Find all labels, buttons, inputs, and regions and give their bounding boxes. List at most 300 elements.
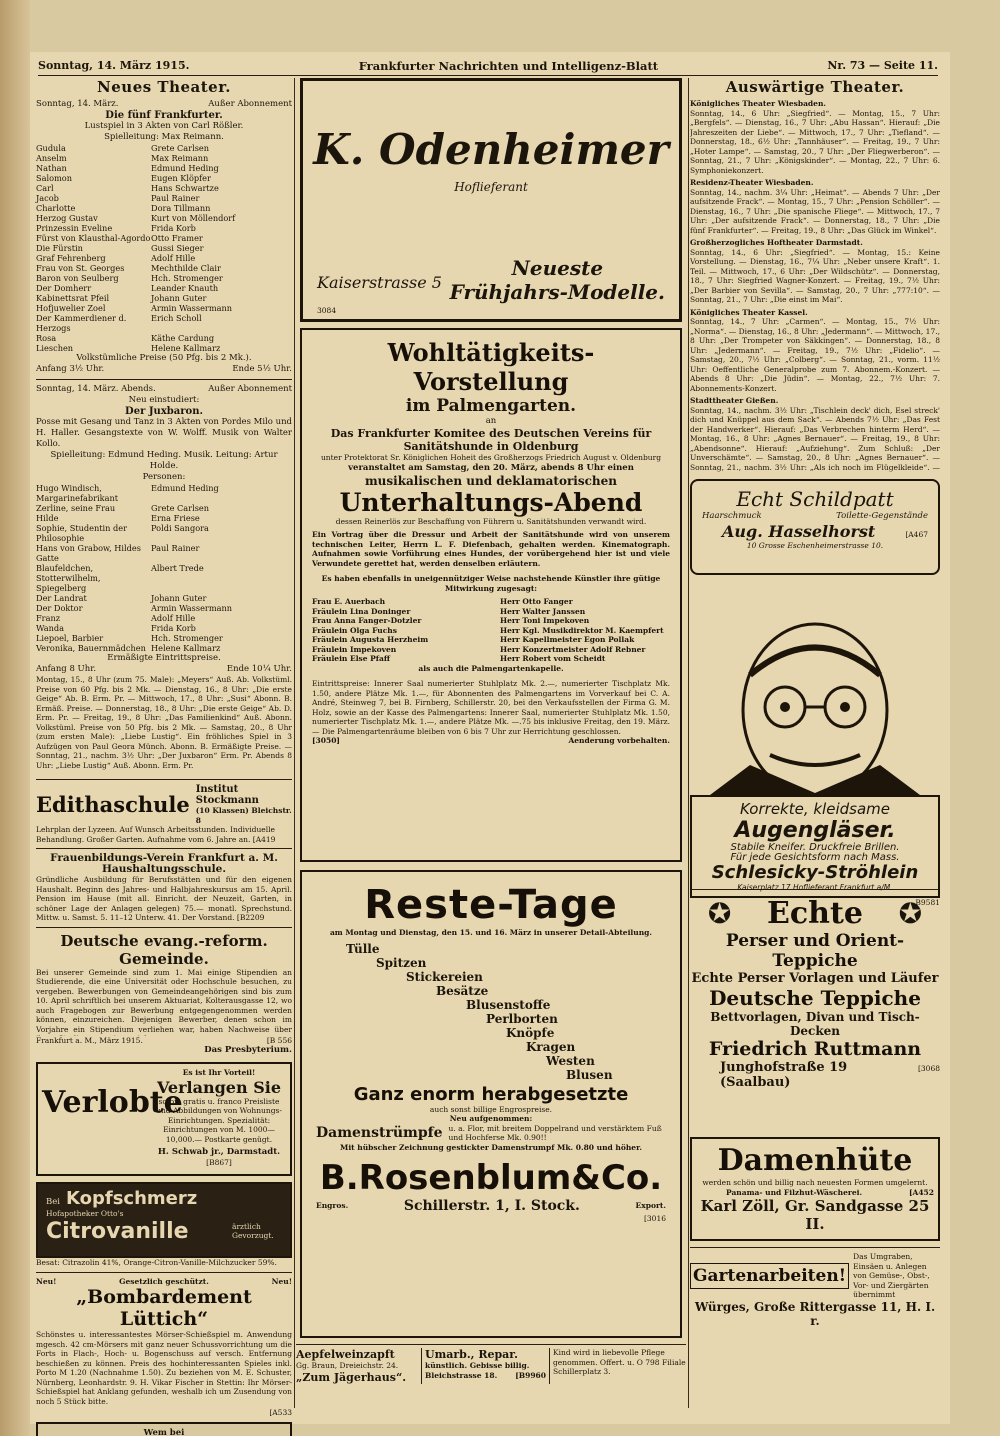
wt-title: Wohltätigkeits-Vorstellung — [387, 338, 595, 396]
ad-code: [A533 — [269, 1408, 292, 1417]
cast-row — [36, 343, 292, 353]
show2-play: Der Juxbaron. — [125, 406, 203, 417]
cast-role: Kabinettsrat Pfeil — [36, 293, 110, 303]
artist-name: Herr Toni Impekoven — [500, 616, 590, 625]
damen-t2: Panama- und Filzhut-Wäscherei. — [726, 1187, 863, 1197]
wt-purpose: dessen Reinerlös zur Beschaffung von Führern u. Sanitätshunden verwandt wird. — [335, 516, 647, 526]
chr-pre: Wem bei — [143, 1427, 185, 1436]
cast-role: Rosa — [36, 333, 57, 343]
cast-row — [36, 193, 292, 203]
cast-role: Nathan — [36, 163, 67, 173]
cast-actor: Hans Schwartze — [151, 183, 219, 193]
show2-times — [36, 664, 292, 675]
show1-prices: Volkstümliche Preise (50 Pfg. bis 2 Mk.). — [76, 353, 252, 363]
cast-role: Wanda — [36, 623, 64, 633]
auswaertig-sections — [690, 99, 940, 473]
divider — [36, 927, 292, 928]
cast-actor: Helene Kallmarz — [151, 343, 221, 353]
bottom-small-ads — [296, 1344, 686, 1384]
middle-column — [296, 78, 686, 1418]
cast-actor: Eugen Klöpfer — [151, 173, 211, 183]
page-edge — [0, 0, 30, 1436]
edithaschule-text — [36, 825, 292, 844]
augen-l4: Für jede Gesichtsform nach Mass. — [730, 851, 900, 863]
header-paper: Frankfurter Nachrichten und Intelligenz-Blatt — [358, 58, 659, 73]
cast-actor: Max Reimann — [151, 153, 209, 163]
bomb-text: Schönstes u. interessantestes Mörser-Schießspiel m. Anwendung mgesch. 42 cm-Mörsers mit ganz neuer Schussvorrichtung um die Forts in Flach-, Hoch- u. Bogenschuss auf versch. Entfernung beschießen zu können. Preis des hochinteressanten Spieles inkl. Porto M 1.20 (Nachnahme 1.50). Zu beziehen von M. E. Schuster, Nürnberg, Leonhardstr. 9. H. Vikar Fischer in Stettin: Ihr Mörser-Schießspiel hat Anklang gefunden, weshalb ich um Zusendung von noch 5 Stück bitte. — [36, 1330, 292, 1406]
wt-date: veranstaltet am Samstag, den 20. März, abends 8 Uhr einen — [348, 462, 634, 473]
cast-actor: Armin Wassermann — [151, 303, 233, 313]
theater-name: Residenz-Theater Wiesbaden. — [690, 178, 814, 187]
cast-role: Baron von Seulberg — [36, 273, 119, 283]
cast-actor: Gussi Sieger — [151, 243, 204, 253]
ad-code: [B867] — [206, 1157, 232, 1167]
star-icon: ✪ — [898, 897, 923, 930]
reste-damen-text2: Mit hübscher Zeichnung gestickter Damenstrumpf Mk. 0.80 und höher. — [340, 1142, 642, 1152]
ad-code: [3050] — [312, 736, 340, 745]
b3-row — [425, 1371, 546, 1381]
right-column — [690, 78, 940, 1418]
gemeinde-sign: Frankfurt a. M., März 1915. — [36, 1035, 143, 1045]
theater-name: Großherzogliches Hoftheater Darmstadt. — [690, 238, 863, 247]
cast-row — [36, 603, 292, 613]
wt-event: Unterhaltungs-Abend — [339, 487, 643, 517]
cast-role: Hans von Grabow, Hildes Gatte — [36, 543, 141, 563]
divider — [36, 1272, 292, 1273]
artist-name: Fräulein Else Pfaff — [312, 654, 391, 663]
kopf-brandrow — [46, 1219, 282, 1244]
garten-row — [690, 1252, 940, 1300]
cast-row — [36, 513, 292, 523]
column-divider-right — [688, 78, 689, 1408]
cast-row — [36, 273, 292, 283]
show1-direction: Spielleitung: Max Reimann. — [104, 132, 224, 142]
show2-cast — [36, 483, 292, 653]
show2-label: Neu einstudiert: — [128, 395, 200, 405]
show2-note: Außer Abonnement — [208, 384, 292, 394]
cast-actor: Leander Knauth — [151, 283, 219, 293]
garten-firm: Würges, Große Rittergasse 11, H. I. r. — [694, 1299, 936, 1328]
show1-cast — [36, 143, 292, 353]
cast-row — [36, 223, 292, 233]
gemeinde-footer — [36, 1036, 292, 1046]
odenheimer-tag1: Neueste — [511, 256, 604, 280]
garten-title: Gartenarbeiten! — [690, 1263, 849, 1289]
bomb-title: „Bombardement Lüttich“ — [76, 1286, 252, 1330]
show2-start: Anfang 8 Uhr. — [36, 664, 97, 674]
column-divider-left — [294, 78, 295, 1408]
teppiche-l1: Perser und Orient-Teppiche — [725, 931, 905, 971]
teppiche-l4: Bettvorlagen, Divan und Tisch-Decken — [710, 1010, 920, 1038]
odenheimer-addr: Kaiserstrasse 5 — [317, 273, 442, 292]
ad-code: [3068 — [917, 1064, 940, 1073]
bomb-gesch: Gesetzlich geschützt. — [119, 1276, 209, 1286]
augen-firm: Schlesicky-Ströhlein — [711, 862, 919, 883]
cast-role: Herzog Gustav — [36, 213, 98, 223]
schild-name: Aug. Hasselhorst — [722, 522, 876, 541]
show2-header — [36, 384, 292, 395]
teppiche-l2: Echte Perser Vorlagen und Läufer — [691, 971, 939, 986]
wt-an: an — [485, 416, 497, 426]
reste-item: Blusen — [566, 1067, 613, 1082]
cast-row — [36, 233, 292, 243]
cast-row — [36, 153, 292, 163]
cast-role: Der Landrat — [36, 593, 87, 603]
artist-name: Fräulein Olga Fuchs — [312, 625, 397, 635]
artist-name: Herr Kapellmeister Egon Pollak — [500, 635, 635, 644]
augen-l3: Stabile Kneifer. Druckfreie Brillen. — [730, 842, 900, 853]
artist-name: Herr Robert vom Scheidt — [500, 654, 606, 663]
schild-left: Haarschmuck — [702, 511, 762, 521]
cast-role: Der Domherr — [36, 283, 92, 293]
verlobte-text: sofort gratis u. franco Preisliste und Abbildungen von Wohnungs-Einrichtungen. Spezialität: Einrichtungen von M. 1000—10,000.— Postkarte genügt. — [156, 1096, 282, 1144]
theater-schedule: Montag, 15., 8 Uhr (zum 75. Male): „Meyers“ Auß. Ab. Volkstüml. Preise von 60 Pfg. bis 2 Mk. — Dienstag, 16., 8 Uhr: „Die erste Geige“ Ab. B. Erm. Pr. — Mittwoch, 17., 8 Uhr: „Susi“ Abonn. B. Ermäß. Preise. — Donnerstag, 18., 8 Uhr: „Die erste Geige“ Ab. D. Erm. Pr. — Freitag, 19., 8 Uhr: „Das Familienkind“ Auß. Abonn. Volkstüml. Preise von 50 Pfg. bis 2 Mk. — Samstag, 20., 8 Uhr (zum ersten Male): „Liebe Lustig“. Ein fröhliches Spiel in 3 Aufzügen von Paul Geora Münch. Abonn. B. Ermäßigte Preise. — Sonntag, 21., nachm. 3½ Uhr: „Der Juxbaron“ Erm. Pr. Abends 8 Uhr: „Liebe Lustig“ Auß. Abonn. Erm. Pr. — [36, 675, 292, 770]
reste-ad — [300, 870, 682, 1338]
neues-theater-title: Neues Theater. — [97, 78, 231, 96]
kopfschmerz-ad — [36, 1182, 292, 1258]
cast-role: Prinzessin Eveline — [36, 223, 113, 233]
damen-t2-row — [696, 1188, 934, 1198]
cast-actor: Helene Kallmarz — [151, 643, 221, 653]
cast-row — [36, 303, 292, 313]
cast-row — [36, 183, 292, 193]
theater-program: Sonntag, 14., 6 Uhr: „Siegfried“. — Montag, 15., 7 Uhr: „Bergfels“. — Dienstag, 16., 7 Uhr: „Abu Hassan“. Hierauf: „Die Jahreszeiten der Liebe“. — Mittwoch, 17., 7 Uhr: „Tiefland“. — Donnerstag, 18., 6½ Uhr: „Tannhäuser“. — Freitag, 19., 7 Uhr: „Hoter Lampe“. — Samstag, 20., 7 Uhr: „Der Fliegwerberon“. — Sonntag, 21., 7 Uhr: „Königskinder“. — Montag, 22., 7 Uhr: 6. Symphoniekonzert. — [690, 108, 940, 175]
cast-actor: Mechthilde Clair — [151, 263, 221, 273]
show2-end: Ende 10¼ Uhr. — [226, 664, 292, 674]
teppiche-addr: Junghofstraße 19 (Saalbau) — [720, 1060, 848, 1090]
theater-name: Königliches Theater Wiesbaden. — [690, 99, 827, 108]
ad-code: B9581 — [915, 897, 940, 907]
verlobte-ad — [36, 1062, 292, 1176]
cast-row — [36, 563, 292, 593]
reste-damen: Damenstrümpfe — [316, 1125, 443, 1141]
cast-actor: Edmund Heding — [151, 163, 219, 173]
damen-title: Damenhüte — [717, 1143, 913, 1178]
show2-direction: Spielleitung: Edmund Heding. Musik. Leitung: Artur Holde. — [50, 450, 278, 471]
reste-item: Blusenstoffe — [466, 997, 551, 1012]
artist-name: Fräulein Lina Doninger — [312, 606, 411, 616]
wt-footer — [312, 736, 670, 746]
odenheimer-name: K. Odenheimer — [313, 125, 669, 174]
wt-also: als auch die Palmengartenkapelle. — [418, 663, 564, 673]
cast-role: Jacob — [36, 193, 59, 203]
cast-role: Der Kammerdiener d. Herzogs — [36, 313, 127, 333]
reste-damen-row — [316, 1124, 666, 1143]
augen-l2: Augengläser. — [734, 818, 896, 843]
reste-item: Knöpfe — [506, 1025, 555, 1040]
gemeinde-text: Bei unserer Gemeinde sind zum 1. Mai einige Stipendien an Studierende, die eine Universität oder Hochschule besuchen, zu vergeben. Bewerbungen von Gemeindeangehörigen sind bis zum 10. April schriftlich bei unserem Aktuariat, Kolterausgasse 12, wo auch Fragebogen zur Bewerbung entgegengenommen werden können, einzureichen. Diejenigen Bewerber, denen schon im Vorjahre ein Stipendium verliehen war, haben Nachweise über — [36, 967, 292, 1034]
reste-item: Westen — [546, 1053, 595, 1068]
cast-row — [36, 243, 292, 253]
cast-actor: Poldi Sangora — [151, 523, 209, 533]
cast-role: Hofjuwelier Zoel — [36, 303, 106, 313]
cast-row — [36, 543, 292, 563]
gemeinde-sign2: Das Presbyterium. — [204, 1045, 292, 1055]
cast-role: Sophie, Studentin der Philosophie — [36, 523, 128, 543]
schild-addr: 10 Grosse Eschenheimerstrasse 10. — [746, 541, 884, 550]
show1-start: Anfang 3½ Uhr. — [36, 364, 105, 374]
schild-right: Toilette-Gegenstände — [836, 511, 928, 521]
reste-item: Besätze — [436, 983, 489, 998]
edithaschule-body: Lehrplan der Lyzeen. Auf Wunsch Arbeitsstunden. Individuelle Behandlung. Großer Garten. Aufnahme vom 6. Jahre an. — [36, 825, 275, 844]
schild-row — [702, 511, 928, 522]
divider — [36, 779, 292, 780]
cast-actor: Paul Rainer — [151, 193, 200, 203]
cast-row — [36, 283, 292, 293]
chronisch-ad — [36, 1422, 292, 1436]
cast-actor: Hch. Stromenger — [151, 633, 223, 643]
cast-role: Fürst von Klausthal-Agordo — [36, 233, 151, 243]
cast-row — [36, 483, 292, 503]
bombardement-top — [36, 1277, 292, 1287]
cast-actor: Edmund Heding — [151, 483, 219, 493]
wt-artists-left — [312, 597, 482, 664]
cast-row — [36, 613, 292, 623]
cast-row — [36, 253, 292, 263]
reste-addr: Schillerstr. 1, I. Stock. — [403, 1198, 580, 1214]
ad-code: [B9960 — [515, 1370, 546, 1380]
cast-role: Lieschen — [36, 343, 74, 353]
ad-umarb — [422, 1348, 550, 1384]
ad-code: [A452 — [908, 1187, 934, 1197]
reste-item: Stickereien — [406, 969, 483, 984]
teppiche-firm: Friedrich Ruttmann — [708, 1038, 922, 1060]
cast-actor: Albert Trede — [151, 563, 204, 573]
show1-genre: Lustspiel in 3 Akten von Carl Rößler. — [84, 121, 244, 131]
cast-row — [36, 333, 292, 343]
cast-role: Hugo Windisch, Margarinefabrikant — [36, 483, 119, 503]
reste-big: Ganz enorm herabgesetzte — [353, 1083, 629, 1105]
cast-row — [36, 523, 292, 543]
artist-name: Herr Konzertmeister Adolf Rebner — [500, 644, 646, 654]
artist-name: Fräulein Augusta Herzheim — [312, 635, 429, 644]
verlobte-firm: H. Schwab jr., Darmstadt. — [157, 1146, 281, 1157]
cast-role: Liepoel, Barbier — [36, 633, 104, 643]
verlobte-line1: Es ist Ihr Vorteil! — [182, 1068, 256, 1077]
kopf-sub: Hofapotheker Otto's — [46, 1209, 124, 1218]
ad-code: [3016 — [643, 1214, 666, 1223]
kopf-top — [46, 1188, 282, 1209]
damenhuete-ad — [690, 1137, 940, 1241]
wt-change: Aenderung vorbehalten. — [568, 736, 670, 745]
artist-name: Frau E. Auerbach — [312, 597, 386, 606]
edithaschule-sub2: (10 Klassen) Bleichstr. 8 — [195, 806, 292, 825]
schildpatt-ad — [690, 479, 940, 575]
cast-row — [36, 213, 292, 223]
cast-role: Salomon — [36, 173, 73, 183]
reste-title: Reste-Tage — [364, 882, 618, 928]
wt-org: Das Frankfurter Komitee des Deutschen Vereins für Sanitätshunde in Oldenburg — [330, 427, 652, 453]
wt-sub: im Palmengarten. — [405, 396, 577, 416]
cast-row — [36, 633, 292, 643]
cast-role: Franz — [36, 613, 61, 623]
cast-actor: Erna Friese — [151, 513, 200, 523]
wt-artists-right — [500, 597, 664, 664]
cast-actor: Hch. Stromenger — [151, 273, 223, 283]
augen-ad — [690, 615, 940, 907]
ad-aepfelwein — [296, 1348, 422, 1384]
cast-role: Der Doktor — [36, 603, 83, 613]
verlobte-line2: Verlangen Sie — [156, 1077, 281, 1097]
cast-role: Anselm — [36, 153, 67, 163]
cast-actor: Johann Guter — [151, 593, 207, 603]
a2: Gg. Braun, Dreieichstr. 24. — [296, 1361, 399, 1370]
show2-date: Sonntag, 14. März. Abends. — [36, 384, 156, 394]
cast-actor: Armin Wassermann — [151, 603, 233, 613]
augen-l1: Korrekte, kleidsame — [740, 800, 890, 818]
frauenbildung-body: Gründliche Ausbildung für Berufsstätten und für den eigenen Haushalt. Beginn des Jahres- und Halbjahreskursus am 15. April. Pension im Hause (mit all. Einricht. der Neuzeit, Garten, in schöner Lage der Anlagen gelegen) 75.— monatl. Sprechstund. Mittw. u. Samst. 5. 11–12 Unterw. 41. Der Vorstand. — [36, 875, 292, 922]
reste-footer — [316, 1198, 666, 1214]
cast-row — [36, 623, 292, 633]
divider — [36, 379, 292, 380]
cast-actor: Grete Carlsen — [151, 143, 210, 153]
cast-role: Blaufeldchen, Stotterwilhelm, Spiegelberg — [36, 563, 101, 593]
show1-header — [36, 99, 292, 110]
verlobte-big: Verlobte — [42, 1085, 183, 1120]
schild-title: Echt Schildpatt — [736, 487, 894, 511]
odenheimer-tag2: Frühjahrs-Modelle. — [449, 280, 665, 304]
cast-role: Frau von St. Georges — [36, 263, 125, 273]
cast-actor: Adolf Hille — [151, 613, 196, 623]
show1-times — [36, 364, 292, 375]
edithaschule-name: Edithaschule — [36, 792, 190, 817]
reste-export: Export. — [635, 1201, 666, 1211]
cast-actor: Adolf Hille — [151, 253, 196, 263]
cast-actor: Frida Korb — [151, 223, 196, 233]
wohltaetigkeit-ad — [300, 328, 682, 862]
cast-role: Graf Fehrenberg — [36, 253, 106, 263]
cast-actor: Frida Korb — [151, 623, 196, 633]
show1-end: Ende 5½ Uhr. — [232, 364, 292, 374]
cast-role: Charlotte — [36, 203, 76, 213]
ad-kind: Kind wird in liebevolle Pflege genommen. Offert. u. O 798 Filiale Schillerplatz 3. — [553, 1348, 686, 1376]
frauenbildung-text — [36, 875, 292, 923]
ad-code: 3084 — [317, 305, 337, 315]
reste-neu: Neu aufgenommen: — [449, 1114, 533, 1123]
odenheimer-ad — [300, 78, 682, 322]
portrait-illustration — [690, 615, 940, 795]
augen-addr: Kaiserplatz 17 Hoflieferant Frankfurt a/M. — [737, 883, 893, 892]
artist-name: Fräulein Impekoven — [312, 644, 397, 654]
reste-engros: Engros. — [316, 1201, 349, 1211]
cast-row — [36, 643, 292, 653]
augen-box — [690, 795, 940, 898]
cast-actor: Käthe Cardung — [151, 333, 215, 343]
cast-actor: Dora Tillmann — [151, 203, 211, 213]
theater-name: Königliches Theater Kassel. — [690, 307, 808, 317]
ad-code: [A467 — [905, 530, 928, 539]
show2-persons: Personen: — [142, 472, 186, 482]
wt-artists-intro: Es haben ebenfalls in uneigennütziger Weise nachstehende Künstler ihre gütige Mitwirkung zugesagt: — [321, 574, 661, 593]
divider — [36, 848, 292, 849]
reste-item: Kragen — [526, 1039, 576, 1054]
show1-play: Die fünf Frankfurter. — [105, 110, 223, 121]
show2-genre: Posse mit Gesang und Tanz in 3 Akten von Pordes Milo und H. Haller. Gesangstexte von W. Wolff. Musik von Walter Kollo. — [36, 417, 292, 449]
cast-role: Hilde — [36, 513, 59, 523]
reste-item: Tülle — [346, 941, 380, 956]
damen-firm: Karl Zöll, Gr. Sandgasse 25 II. — [700, 1197, 930, 1233]
show2-prices: Ermäßigte Eintrittspreise. — [107, 653, 221, 663]
show1-date: Sonntag, 14. März. — [36, 99, 119, 109]
edithaschule-subtitle — [196, 784, 292, 825]
frauenbildung-sub: Haushaltungsschule. — [102, 863, 226, 875]
cast-row — [36, 263, 292, 273]
reste-items — [316, 942, 666, 1082]
teppiche-l3: Deutsche Teppiche — [709, 986, 921, 1010]
reste-sub: auch sonst billige Engrospreise. — [429, 1104, 553, 1114]
garten-text: Das Umgraben, Einsäen u. Anlegen von Gemüse-, Obst-, Vor- und Ziergärten übernimmt — [853, 1252, 930, 1299]
wt-prot: unter Protektorat Sr. Königlichen Hoheit des Großherzogs Friedrich August v. Oldenburg — [320, 453, 662, 462]
artist-name: Herr Otto Fanger — [500, 597, 573, 606]
theater-program: Sonntag, 14., nachm. 3¼ Uhr: „Heimat“. — Abends 7 Uhr: „Der aufsitzende Frack“. — Montag, 15., 7 Uhr: „Pension Schöller“. — Dienstag, 16., 7 Uhr: „Die spanische Fliege“. — Mittwoch, 17., 7 Uhr: „Der aufsitzende Frack“. — Donnerstag, 18., 7 Uhr: „Die fünf Frankfurter“. — Freitag, 19., 8 Uhr: „Das Glück im Winkel“. — [690, 187, 940, 235]
show1-note: Außer Abonnement — [208, 99, 292, 109]
auswaertig-title: Auswärtige Theater. — [725, 78, 905, 96]
header-date: Sonntag, 14. März 1915. — [38, 59, 190, 72]
reste-date: am Montag und Dienstag, den 15. und 16. März in unserer Detail-Abteilung. — [329, 928, 653, 937]
bomb-neu2: Neu! — [271, 1276, 292, 1286]
teppiche-addr-row — [690, 1060, 940, 1090]
cast-row — [36, 313, 292, 333]
bomb-neu: Neu! — [36, 1276, 57, 1286]
cast-role: Veronika, Bauernmädchen — [36, 643, 146, 653]
a3: „Zum Jägerhaus“. — [296, 1370, 407, 1384]
wt-artists — [312, 597, 670, 664]
cast-role: Gudula — [36, 143, 66, 153]
b1: Umarb., Repar. — [425, 1348, 518, 1361]
artist-name: Herr Walter Janssen — [500, 606, 586, 616]
kopf-word: Kopfschmerz — [66, 1188, 198, 1209]
damen-t1: werden schön und billig nach neuesten Formen umgelernt. — [702, 1178, 928, 1187]
theater-program: Sonntag, 14., 6 Uhr: „Siegfried“. — Montag, 15.: Keine Vorstellung. — Dienstag, 16., 7¼ Uhr: „Neber unsere Kraft“. 1. Teil. — Mittwoch, 17., 6 Uhr: „Der Wildschütz“. — Donnerstag, 18., 7 Uhr: Siegfried Wagner-Konzert. — Freitag, 19., 7½ Uhr: „Der Barbier von Sevilla“. — Samstag, 20., 7 Uhr: „777:10“. — Sonntag, 21., 7 Uhr: „Die einst im Mai“. — [690, 247, 940, 304]
a1: Aepfelweinzapft — [296, 1348, 395, 1361]
cast-actor: Erich Scholl — [151, 313, 202, 323]
cast-actor: Grete Carlsen — [151, 503, 210, 513]
ad-code: [B 556 — [266, 1035, 292, 1045]
cast-row — [36, 143, 292, 153]
kopf-right: ärztlich Gevorzugt. — [232, 1221, 274, 1240]
odenheimer-tag — [450, 256, 665, 304]
ad-code: [B2209 — [236, 913, 265, 922]
garten-ad — [690, 1247, 940, 1328]
frauenbildung-title: Frauenbildungs-Verein Frankfurt a. M. — [50, 852, 278, 864]
reste-firm: B.Rosenblum&Co. — [319, 1158, 663, 1198]
cast-role: Carl — [36, 183, 54, 193]
cast-row — [36, 503, 292, 513]
odenheimer-sub: Hoflieferant — [454, 180, 528, 194]
reste-damen-text: u. a. Flor, mit breitem Doppelrand und verstärktem Fuß und Hochferse Mk. 0.90!! — [448, 1123, 662, 1142]
kopf-text: Besat: Citrazolin 41%, Orange-Citron-Vanille-Milchzucker 59%. — [36, 1258, 277, 1267]
verlobte-body — [152, 1068, 286, 1170]
cast-row — [36, 593, 292, 603]
b2: künstlich. Gebisse billig. — [425, 1361, 530, 1370]
wt-prices: Eintrittspreise: Innerer Saal numerierter Stuhlplatz Mk. 2.—, numerierter Tischplatz Mk. 1.50, andere Plätze Mk. 1.—, für Abonnenten des Palmengartens im Vorverkauf bei C. A. André, Steinweg 7, bei B. Firnberg, Schillerstr. 20, bei den Verkaufsstellen der Firma G. M. Holz, sowie an der Kasse des Palmengartens: Innerer Saal, numerierter Stuhlplatz Mk. 1.50, numerierter Tischplatz Mk. 1.—, andere Plätze Mk. —.75 bis inklusive Freitag, den 19. März. — Die Palmengartenräume bleiben von 6 bis 7 Uhr zur Herrichtung geschlossen. — [312, 679, 670, 736]
wt-text: Ein Vortrag über die Dressur und Arbeit der Sanitätshunde wird von unserem technischen Leiter, Herrn L. F. Diefenbach, gehalten werden. Kinematograph. Aufnahmen sowie Vorführung eines Hundes, der vorübergehend hier ist und viele Verwundete gerettet hat, werden denselben erläutern. — [312, 530, 670, 568]
wt-event-sub: musikalischen und deklamatorischen — [364, 473, 617, 488]
star-icon: ✪ — [707, 897, 732, 930]
cast-row — [36, 203, 292, 213]
ad-code: [A419 — [252, 834, 276, 844]
kopf-pre: Bei — [46, 1197, 60, 1207]
cast-row — [36, 163, 292, 173]
theater-name: Stadttheater Gießen. — [690, 396, 779, 405]
page-header — [38, 58, 938, 76]
reste-item: Perlborten — [486, 1011, 558, 1026]
teppiche-ad — [690, 889, 940, 1133]
teppiche-echte: Echte — [767, 896, 863, 931]
schild-name-row — [702, 522, 928, 541]
theater-program: Sonntag, 14., 7 Uhr: „Carmen“. — Montag, 15., 7½ Uhr: „Norma“. — Dienstag, 16., 8 Uhr: „Jedermann“. — Mittwoch, 17., 8 Uhr: „Der Trompeter von Säkkingen“. — Donnerstag, 18., 8 Uhr: „Jedermann“. — Freitag, 19., 7½ Uhr: „Fidelio“. — Samstag, 20., 7½ Uhr: „Colberg“. — Sonntag, 21., vorm. 11½ Uhr: Oeffentliche Generalprobe zum 7. Abonnem.-Konzert. — Abends 8 Uhr: „Die Jüdin“. — Montag, 22., 7½ Uhr: 7. Abonnements-Konzert. — [690, 317, 940, 393]
header-page: Nr. 73 — Seite 11. — [827, 59, 938, 72]
